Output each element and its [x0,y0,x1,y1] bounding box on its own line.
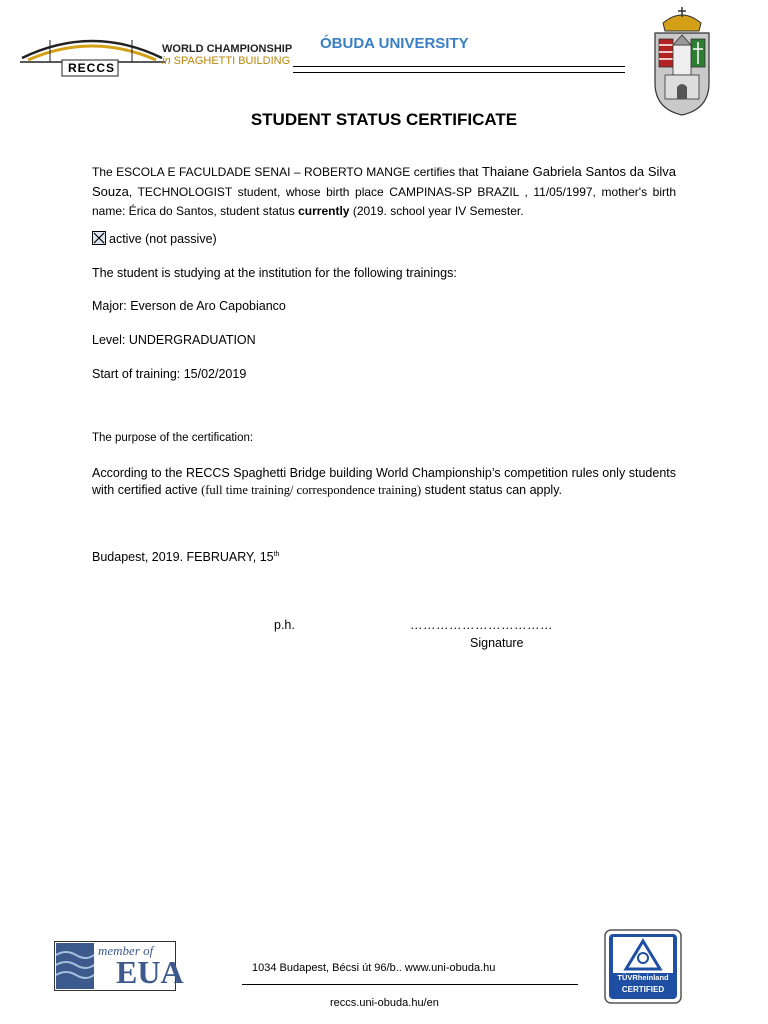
certificate-paragraph [92,162,676,221]
check-x-icon [93,232,105,244]
footer-url[interactable]: reccs.uni-obuda.hu/en [330,997,439,1009]
purpose-end: student status can apply. [424,483,562,497]
signature-line: …………………………… [410,618,553,632]
active-checkbox[interactable] [92,231,106,245]
tuv-certified: CERTIFIED [621,985,665,994]
eua-member-text: member of [98,943,154,958]
reccs-logo-text: RECCS [68,61,116,75]
crest-icon [651,5,713,117]
status-currently: currently [298,204,350,218]
header-rule-1 [293,66,625,67]
university-crest [651,5,713,117]
date-text: Budapest, 2019. FEBRUARY, 15 [92,550,274,564]
footer-rule [242,984,578,985]
student-details: , TECHNOLOGIST student, whose birth place CAMPINAS-SP BRAZIL , 11/05/1997, mother's birth name: Érica do Santos, student status [92,185,676,218]
purpose-paren: (full time training/ correspondence training) [201,483,422,497]
studying-line: The student is studying at the institution for the following trainings: [92,266,457,280]
header-rule-2 [293,72,625,73]
major-line: Major: Everson de Aro Capobianco [92,299,286,313]
purpose-paragraph [92,465,676,499]
signature-label: Signature [470,636,524,650]
eua-logo [54,941,184,991]
certifier-text: The ESCOLA E FACULDADE SENAI – ROBERTO MANGE certifies that [92,165,479,179]
championship-title: WORLD CHAMPIONSHIP [162,43,293,55]
eua-text: EUA [116,954,184,990]
championship-subtitle-text: SPAGHETTI BUILDING [173,55,291,67]
championship-subtitle-in: in [162,55,171,67]
student-name: Thaiane Gabriela Santos da Silva Souza [92,164,676,199]
purpose-label: The purpose of the certification: [92,432,254,444]
university-name: ÓBUDA UNIVERSITY [320,35,469,52]
ph-label: p.h. [274,618,295,632]
date-suffix: th [273,550,280,558]
page-title: STUDENT STATUS CERTIFICATE [250,110,518,129]
date-line [92,550,279,564]
footer-address: 1034 Budapest, Bécsi út 96/b.. www.uni-obuda.hu [252,962,496,974]
tuv-logo [604,929,682,1004]
tuv-name: TÜVRheinland [617,973,669,982]
championship-subtitle [162,55,290,67]
purpose-text: According to the RECCS Spaghetti Bridge building World Championship’s competition rules only students with certified active [92,466,676,497]
status-option-label: active (not passive) [109,232,217,246]
level-line: Level: UNDERGRADUATION [92,333,256,347]
status-option [92,231,217,246]
school-year: (2019. school year IV Semester. [352,204,524,218]
start-line: Start of training: 15/02/2019 [92,367,247,381]
